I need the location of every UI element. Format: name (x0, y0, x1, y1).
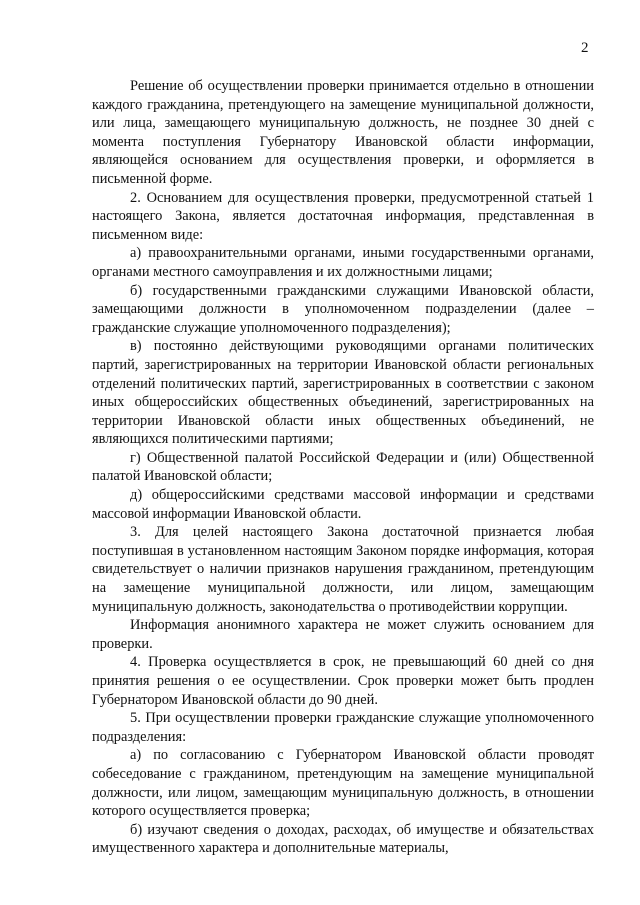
paragraph: б) изучают сведения о доходах, расходах, об имуществе и обязательствах имущественного характера и дополнительные материалы, (92, 821, 594, 857)
paragraph: 4. Проверка осуществляется в срок, не превышающий 60 дней со дня принятия решения о ее осуществлении. Срок проверки может быть продлен Губернатором Ивановской области до 90 дней. (92, 654, 594, 708)
paragraph: а) по согласованию с Губернатором Ивановской области проводят собеседование с гражданином, претендующим на замещение муниципальной должности, или лицом, замещающим муниципальную должность, в отношении которого осуществляется проверка; (92, 747, 594, 820)
paragraph: Решение об осуществлении проверки принимается отдельно в отношении каждого гражданина, претендующего на замещение муниципальной должности, или лица, замещающего муниципальную должность, не позднее 30 дней с момента поступления Губернатору Ивановской области информации, являющейся основанием для осуществления проверки, и оформляется в письменной форме. (92, 78, 594, 187)
paragraph: 3. Для целей настоящего Закона достаточной признается любая поступившая в установленном настоящим Законом порядке информация, которая свидетельствует о наличии признаков нарушения гражданином, претендующим на замещение муниципальной должности, или лицом, замещающим муниципальную должность, законодательства о противодействии коррупции. (92, 524, 594, 615)
paragraph: в) постоянно действующими руководящими органами политических партий, зарегистрированных на территории Ивановской области региональных отделений политических партий, зарегистрированных в соответствии с законом иных общероссийских общественных объединений, зарегистрированных на территории Ивановской области иных общественных объединений, не являющихся политическими партиями; (92, 338, 594, 448)
document-body (92, 77, 594, 858)
page-number: 2 (581, 40, 589, 56)
paragraph: д) общероссийскими средствами массовой информации и средствами массовой информации Ивановской области. (92, 487, 594, 522)
paragraph: 5. При осуществлении проверки гражданские служащие уполномоченного подразделения: (92, 710, 594, 745)
paragraph: г) Общественной палатой Российской Федерации и (или) Общественной палатой Ивановской области; (92, 449, 594, 485)
paragraph: 2. Основанием для осуществления проверки, предусмотренной статьей 1 настоящего Закона, является достаточная информация, представленная в письменном виде: (92, 189, 594, 243)
paragraph: а) правоохранительными органами, иными государственными органами, органами местного самоуправления и их должностными лицами; (92, 245, 594, 280)
paragraph: Информация анонимного характера не может служить основанием для проверки. (92, 617, 594, 652)
paragraph: б) государственными гражданскими служащими Ивановской области, замещающими должности в уполномоченном подразделении (далее – гражданские служащие уполномоченного подразделения); (92, 282, 594, 336)
